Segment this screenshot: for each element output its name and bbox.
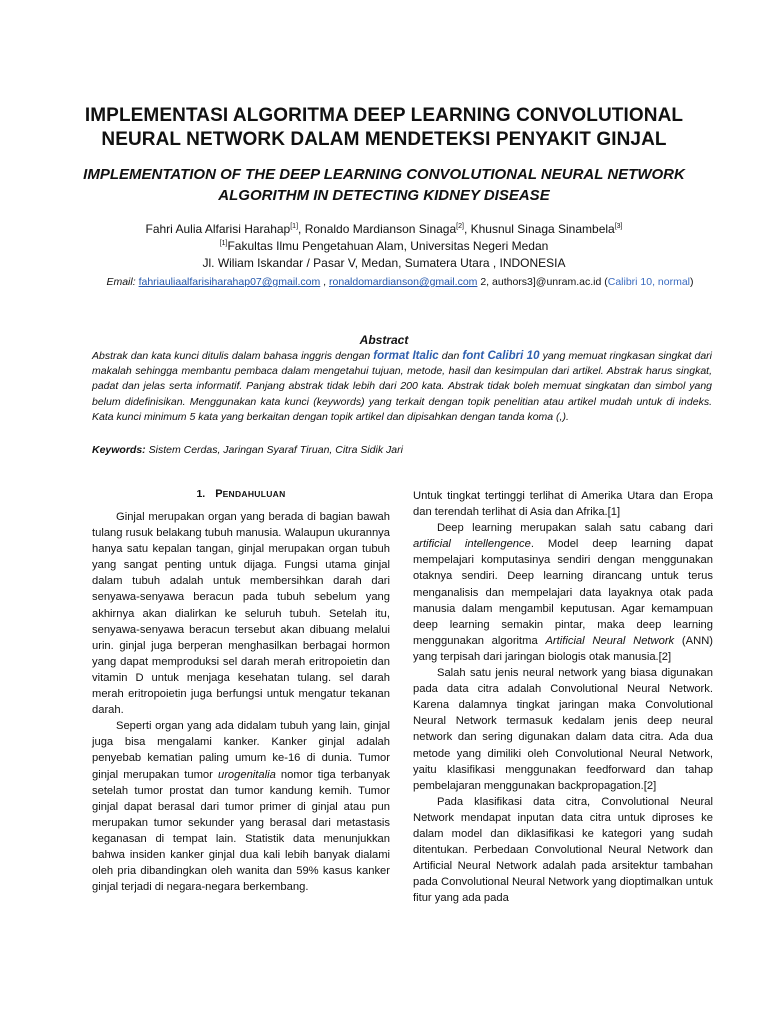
author-3-ref: [3] (614, 223, 623, 230)
keywords-label: Keywords: (92, 444, 146, 456)
paragraph-italic-term: urogenitalia (217, 768, 276, 781)
email-format-note: Calibri 10, normal (607, 276, 691, 288)
section-heading-introduction (92, 488, 390, 500)
author-2: , Ronaldo Mardianson Sinaga (298, 222, 457, 236)
paragraph: Ginjal merupakan organ yang berada di bagian bawah tulang rusuk belakang tubuh manusia. Walaupun ukurannya hanya satu kepalan tangan, ginjal merupakan organ tubuh yang sangat penting untuk dijaga. Fungsi utama ginjal dalam tubuh adalah untuk membersihkan darah dari senyawa-senyawa beracun pada tubuh sebelum yang akhirnya akan dialirkan ke seluruh tubuh. Setelah itu, senyawa-senyawa beracun tersebut akan dibuang melalui urin. ginjal juga berperan menghasilkan berbagai hormon yang dapat memproduksi sel darah merah eritropoietin dan vitamin D untuk menjaga kesehatan tulang. sel darah merah eritropoietin juga berfungsi untuk mengatur tekanan darah. (92, 511, 390, 717)
abstract-heading: Abstract (359, 333, 409, 347)
affiliation-ref: [1] (219, 240, 228, 247)
left-column (92, 509, 390, 895)
paragraph (92, 718, 390, 895)
paper-title-line-2: NEURAL NETWORK DALAM MENDETEKSI PENYAKIT GINJAL (101, 129, 667, 150)
email-link-author-2[interactable]: ronaldomardianson@gmail.com (329, 276, 478, 288)
keywords (92, 443, 712, 458)
section-number: 1. (196, 488, 206, 500)
paragraph-italic-term: Artificial Neural Network (545, 634, 675, 647)
paragraph-text: Seperti organ yang ada didalam tubuh yang lain, ginjal juga bisa mengalami kanker. Kanker ginjal adalah penyebab kematian paling umum ke-16 di dunia. Tumor ginjal merupakan tumor (92, 720, 390, 781)
paragraph (413, 520, 713, 665)
right-column (413, 488, 713, 906)
affiliation-name: Fakultas Ilmu Pengetahuan Alam, Universitas Negeri Medan (227, 239, 549, 253)
paragraph-text: . Model deep learning dapat mempelajari komputasinya sendiri dengan menggunakan otaknya sendiri. Deep learning dirancang untuk terus menganalisis dan mempelajari data layaknya otak pada manusia dalam mengambil keputusan. Agar kemampuan deep learning semakin pintar, maka deep learning menggunakan algoritma (413, 538, 714, 647)
abstract-text-3: yang memuat ringkasan singkat dari makalah sehingga membantu pembaca dalam mengetahui tujuan, metode, hasil dan kesimpulan dari artikel. Abstrak harus singkat, padat dan jelas serta informatif. Panjang abstrak tidak lebih dari 200 kata. Abstrak tidak boleh memuat singkatan dan simbol yang belum didefinisikan. Menggunakan kata kunci (keywords) yang terkait dengan topik penelitian atau artikel mudah untuk di indeks. Kata kunci minimum 5 kata yang berkaitan dengan topik artikel dan dipisahkan dengan tanda koma (,). (92, 350, 712, 423)
paper-title-line-1: IMPLEMENTASI ALGORITMA DEEP LEARNING CONVOLUTIONAL (84, 105, 684, 126)
abstract-highlight-format: format Italic (373, 350, 439, 362)
author-3: , Khusnul Sinaga Sinambela (463, 222, 615, 236)
abstract-body (92, 349, 712, 425)
author-1-ref: [1] (290, 223, 299, 230)
section-title-initial: P (215, 488, 223, 500)
abstract-text-1: Abstrak dan kata kunci ditulis dalam bahasa inggris dengan (92, 350, 374, 362)
affiliation-line-1 (60, 238, 708, 255)
paragraph-text: (ANN) yang terpisah dari jaringan biologis otak manusia.[2] (413, 634, 713, 663)
paper-title-english-line-2: ALGORITHM IN DETECTING KIDNEY DISEASE (218, 187, 550, 204)
paper-title (60, 104, 708, 152)
paragraph: Salah satu jenis neural network yang biasa digunakan pada data citra adalah Convolutional Neural Network. Karena dalamnya tingkat jaringan maka Convolutional Neural Network termasuk kedalam jenis deep neural network dan sering digunakan dalam data citra. Ada dua metode yang dimiliki oleh Convolutional Neural Network, yaitu klasifikasi menggunakan feedforward dan tahap pembelajaran menggunakan backpropagation.[2] (413, 667, 713, 792)
author-list (60, 220, 708, 238)
paragraph-italic-term: artificial intellengence (413, 538, 531, 551)
author-2-ref: [2] (456, 223, 464, 230)
email-label: Email: (106, 276, 136, 288)
paper-title-english (60, 164, 708, 206)
paper-title-english-line-1: IMPLEMENTATION OF THE DEEP LEARNING CONVOLUTIONAL NEURAL NETWORK (83, 166, 685, 183)
author-1: Fahri Aulia Alfarisi Harahap (145, 222, 291, 236)
keywords-value: Sistem Cerdas, Jaringan Syaraf Tiruan, Citra Sidik Jari (145, 444, 403, 456)
abstract-text-2: dan (438, 350, 463, 362)
abstract-highlight-font: font Calibri 10 (462, 350, 540, 362)
affiliation-address: Jl. Wiliam Iskandar / Pasar V, Medan, Sumatera Utara , INDONESIA (202, 256, 566, 270)
email-close-paren: ) (690, 276, 694, 288)
email-link-author-1[interactable]: fahriauliaalfarisiharahap07@gmail.com (138, 276, 321, 288)
paragraph: Pada klasifikasi data citra, Convolutional Neural Network mendapat inputan data citra untuk diproses ke dalam model dan diklasifikasi ke kategori yang sudah ditentukan. Perbedaan Convolutional Neural Network dan Artificial Neural Network adalah pada arsitektur tambahan pada Convolutional Neural Network yang dioptimalkan untuk fitur yang ada pada (413, 795, 713, 905)
paragraph-text: Deep learning merupakan salah satu cabang dari (437, 522, 713, 535)
email-line (92, 275, 708, 290)
email-separator: , (320, 276, 330, 288)
section-title-rest: ENDAHULUAN (222, 489, 286, 499)
affiliation (60, 238, 708, 272)
email-rest: 2, authors3]@unram.ac.id ( (477, 276, 608, 288)
paragraph-text: nomor tiga terbanyak setelah tumor prostat dan tumor kandung kemih. Tumor ginjal dapat berasal dari tumor primer di ginjal atau pun merupakan tumor sekunder yang berasal dari metastasis keganasan di tempat lain. Statistik data menunjukkan bahwa insiden kanker ginjal dua kali lebih banyak dialami oleh pria dibandingkan oleh wanita dan 59% kasus kanker ginjal terjadi di negara-negara berkembang. (92, 768, 390, 894)
paragraph: Untuk tingkat tertinggi terlihat di Amerika Utara dan Eropa dan terendah terlihat di Asia dan Afrika.[1] (413, 490, 713, 519)
